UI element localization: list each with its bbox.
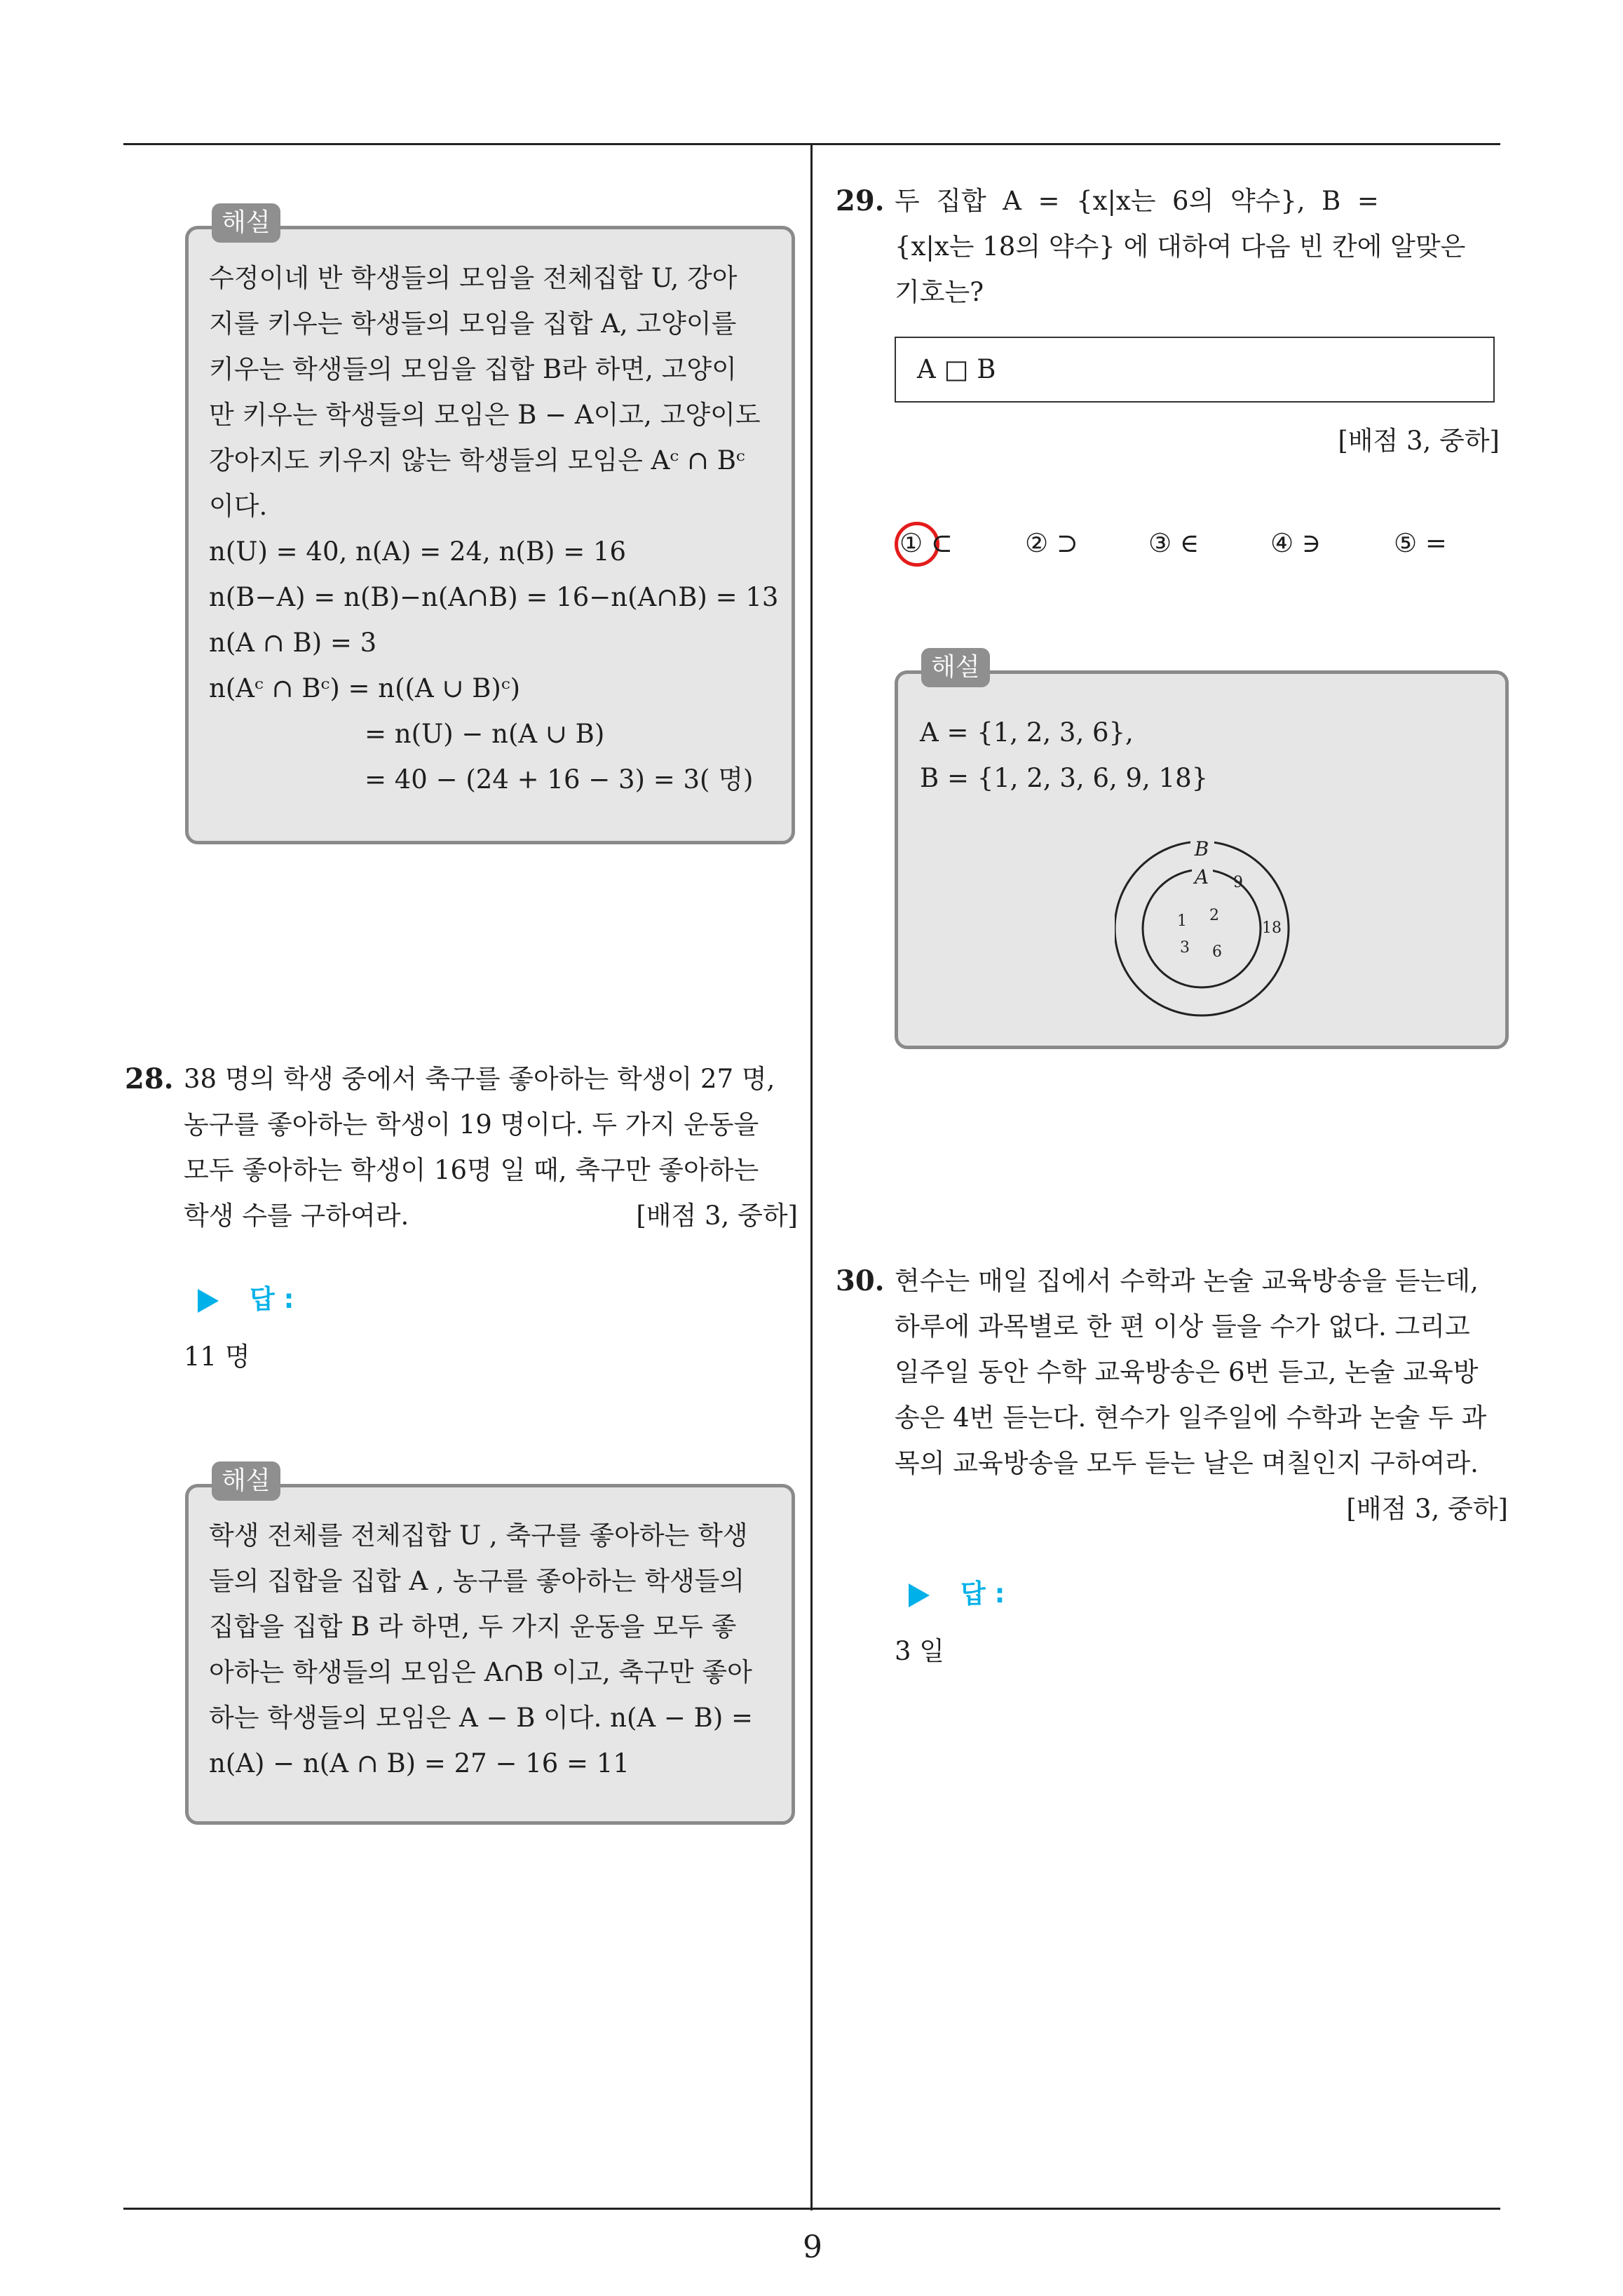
problem-text-28 [184,1056,798,1238]
explanation-line: 강아지도 키우지 않는 학생들의 모임은 Aᶜ ∩ Bᶜ [209,445,745,475]
points-label: [배점 3, 중하] [636,1201,798,1231]
explanation-line: 하는 학생들의 모임은 A − B 이다. n(A − B) = [209,1703,754,1733]
choice-4[interactable]: ④ ∋ [1270,528,1322,558]
choice-3[interactable]: ③ ∈ [1148,528,1200,558]
answer-value-30: 3 일 [895,1636,945,1666]
explanation-tag-2: 해설 [212,1461,280,1501]
problem-line: 기호는? [895,277,984,307]
play-triangle-icon [198,1289,219,1313]
explanation-line: n(A ∩ B) = 3 [209,628,377,658]
points-label-30: [배점 3, 중하] [1346,1494,1508,1524]
choice-2[interactable]: ② ⊃ [1025,528,1078,558]
problem-line: 학생 수를 구하여라. [184,1201,409,1231]
play-triangle-icon [909,1583,930,1607]
explanation-line: 수정이네 반 학생들의 모임을 전체집합 U, 강아 [209,263,738,293]
problem-line: 하루에 과목별로 한 편 이상 들을 수가 없다. 그리고 [895,1311,1470,1342]
blank-expression: A □ B [917,354,996,384]
answer-label-text: 답 : [250,1284,294,1314]
explanation-line: B = {1, 2, 3, 6, 9, 18} [920,763,1209,793]
explanation-text-1 [209,255,779,802]
problem-number-30: 30. [836,1264,885,1297]
explanation-line: 키우는 학생들의 모임을 집합 B라 하면, 고양이 [209,354,737,384]
choice-5[interactable]: ⑤ = [1394,528,1447,558]
problem-number-28: 28. [125,1062,174,1095]
explanation-line: n(Aᶜ ∩ Bᶜ) = n((A ∪ B)ᶜ) [209,673,521,703]
problem-line: 일주일 동안 수학 교육방송은 6번 듣고, 논술 교육방 [895,1357,1479,1387]
explanation-line: 지를 키우는 학생들의 모임을 집합 A, 고양이를 [209,309,737,339]
venn-value: 2 [1209,907,1219,924]
problem-text-30 [895,1258,1512,1486]
problem-line: 두 집합 A = {x|x는 6의 약수}, B = [895,186,1379,216]
column-divider [810,143,813,2210]
explanation-line: = n(U) − n(A ∪ B) [365,719,605,749]
bottom-rule [123,2208,1500,2210]
explanation-tag-1: 해설 [212,203,280,243]
explanation-line: n(U) = 40, n(A) = 24, n(B) = 16 [209,536,627,567]
venn-value: 6 [1212,943,1222,961]
page-number: 9 [803,2229,822,2265]
explanation-line: 만 키우는 학생들의 모임은 B − A이고, 고양이도 [209,400,761,430]
explanation-line: 아하는 학생들의 모임은 A∩B 이고, 축구만 좋아 [209,1657,752,1687]
explanation-line: 집합을 집합 B 라 하면, 두 가지 운동을 모두 좋 [209,1612,737,1642]
problem-line: 모두 좋아하는 학생이 16명 일 때, 축구만 좋아하는 [184,1155,759,1185]
explanation-line: A = {1, 2, 3, 6}, [920,717,1134,748]
problem-line: 38 명의 학생 중에서 축구를 좋아하는 학생이 27 명, [184,1064,775,1094]
venn-inner-label: A [1194,865,1209,889]
problem-line: 송은 4번 듣는다. 현수가 일주일에 수학과 논술 두 과 [895,1403,1487,1433]
problem-line: 농구를 좋아하는 학생이 19 명이다. 두 가지 운동을 [184,1109,759,1140]
explanation-text-2 [209,1513,778,1786]
venn-outer-label: B [1194,840,1209,860]
explanation-line: n(A) − n(A ∩ B) = 27 − 16 = 11 [209,1748,630,1778]
answer-label-28 [198,1278,294,1316]
answer-label-text: 답 : [960,1579,1005,1609]
problem-line-with-points [184,1193,798,1238]
venn-value: 3 [1180,939,1190,957]
venn-value: 18 [1262,919,1282,937]
blank-expression-box [895,337,1495,403]
explanation-line: 이다. [209,491,268,521]
explanation-tag-3: 해설 [921,648,990,687]
problem-number-29: 29. [836,184,885,217]
problem-text-29 [895,178,1512,315]
answer-value-28: 11 명 [184,1342,250,1372]
problem-line: 목의 교육방송을 모두 듣는 날은 며칠인지 구하여라. [895,1448,1479,1478]
explanation-text-3 [920,710,1481,801]
venn-value: 9 [1233,874,1243,891]
explanation-line: n(B−A) = n(B)−n(A∩B) = 16−n(A∩B) = 13 [209,582,779,612]
choice-1[interactable]: ① ⊂ [899,528,953,558]
venn-diagram [1115,840,1297,1022]
answer-label-30 [909,1572,1005,1610]
problem-line: 현수는 매일 집에서 수학과 논술 교육방송을 듣는데, [895,1266,1479,1296]
explanation-line: 학생 전체를 전체집합 U , 축구를 좋아하는 학생 [209,1520,748,1551]
points-label-29: [배점 3, 중하] [1338,426,1500,456]
venn-value: 1 [1177,912,1187,930]
problem-line: {x|x는 18의 약수} 에 대하여 다음 빈 칸에 알맞은 [895,231,1466,262]
explanation-line: 들의 집합을 집합 A , 농구를 좋아하는 학생들의 [209,1566,745,1596]
explanation-line: = 40 − (24 + 16 − 3) = 3( 명) [365,764,754,795]
